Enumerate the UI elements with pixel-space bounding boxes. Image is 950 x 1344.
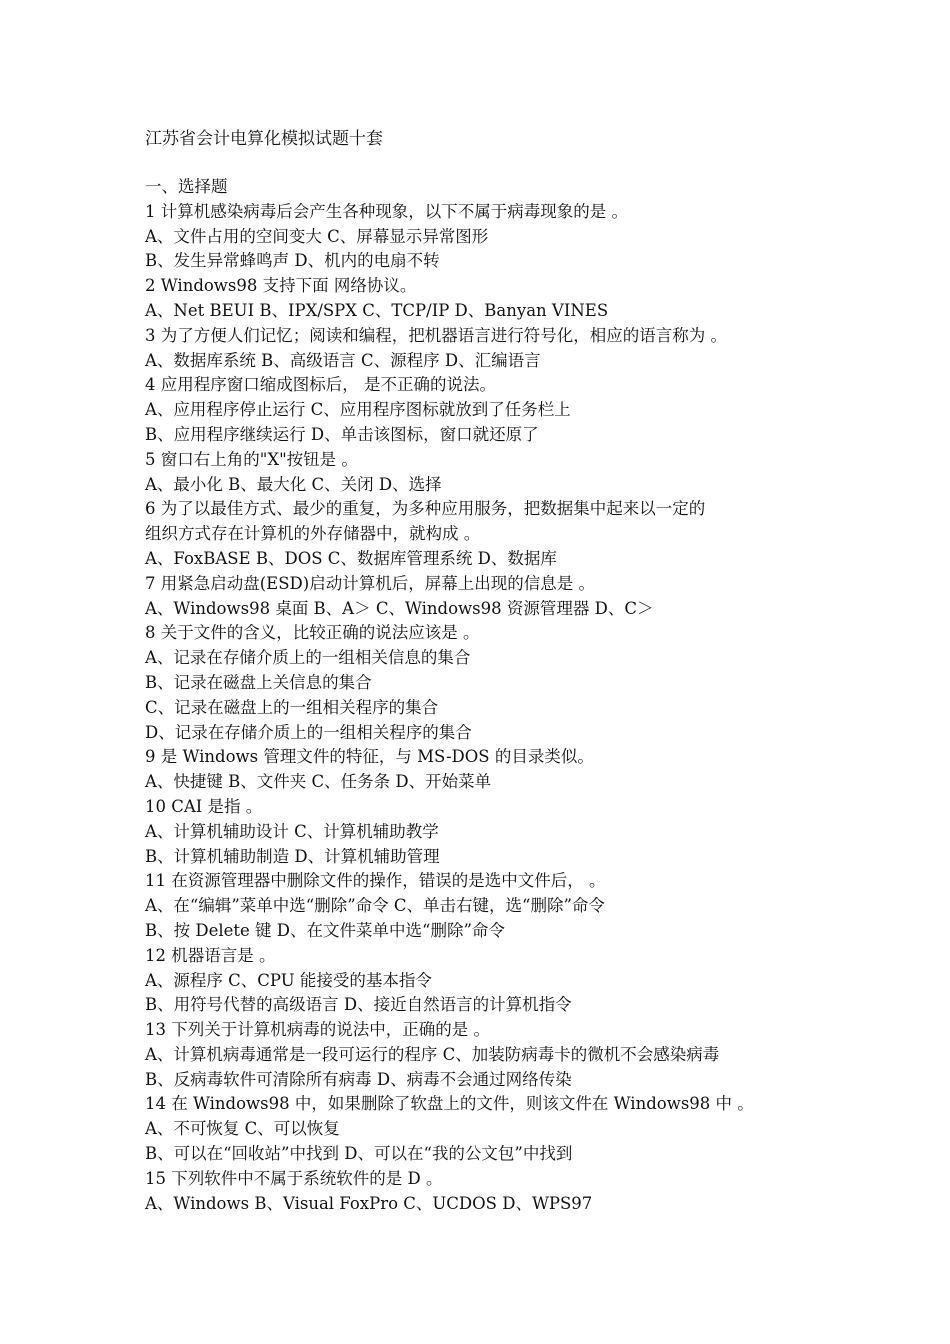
text-line: 7 用紧急启动盘(ESD)启动计算机后，屏幕上出现的信息是 。	[145, 573, 595, 593]
text-line: A、记录在存储介质上的一组相关信息的集合	[145, 648, 471, 668]
text-line: C、记录在磁盘上的一组相关程序的集合	[145, 697, 439, 717]
text-line: B、反病毒软件可清除所有病毒 D、病毒不会通过网络传染	[145, 1069, 572, 1089]
text-line: 12 机器语言是 。	[145, 945, 276, 965]
text-line: A、源程序 C、CPU 能接受的基本指令	[145, 970, 432, 990]
text-line: 9 是 Windows 管理文件的特征，与 MS-DOS 的目录类似。	[145, 747, 594, 767]
text-line: 2 Windows98 支持下面 网络协议。	[145, 276, 417, 296]
text-line: A、计算机辅助设计 C、计算机辅助教学	[145, 821, 439, 841]
text-line: D、记录在存储介质上的一组相关程序的集合	[145, 722, 472, 742]
text-line: 1 计算机感染病毒后会产生各种现象，以下不属于病毒现象的是 。	[145, 201, 628, 221]
text-line: 8 关于文件的含义，比较正确的说法应该是 。	[145, 623, 480, 643]
text-line: 5 窗口右上角的"X"按钮是 。	[145, 449, 358, 469]
text-line: A、不可恢复 C、可以恢复	[145, 1119, 340, 1139]
text-line: A、快捷键 B、文件夹 C、任务条 D、开始菜单	[145, 772, 492, 792]
text-line: A、数据库系统 B、高级语言 C、源程序 D、汇编语言	[145, 350, 541, 370]
text-line: 3 为了方便人们记忆；阅读和编程，把机器语言进行符号化，相应的语言称为 。	[145, 325, 727, 345]
text-line: B、应用程序继续运行 D、单击该图标，窗口就还原了	[145, 424, 539, 444]
text-line: A、文件占用的空间变大 C、屏幕显示异常图形	[145, 226, 489, 246]
document-body	[145, 175, 935, 1216]
text-line: A、应用程序停止运行 C、应用程序图标就放到了任务栏上	[145, 400, 571, 420]
text-line: 14 在 Windows98 中，如果删除了软盘上的文件，则该文件在 Windows98 中 。	[145, 1094, 754, 1114]
text-line: B、计算机辅助制造 D、计算机辅助管理	[145, 846, 440, 866]
text-line: A、Windows98 桌面 B、A＞ C、Windows98 资源管理器 D、C＞	[145, 598, 654, 618]
text-line: B、用符号代替的高级语言 D、接近自然语言的计算机指令	[145, 995, 572, 1015]
text-line: 10 CAI 是指 。	[145, 796, 263, 816]
text-line: A、在“编辑”菜单中选“删除”命令 C、单击右键，选“删除”命令	[145, 896, 605, 916]
text-line: 组织方式存在计算机的外存储器中，就构成 。	[145, 524, 481, 544]
text-line: A、最小化 B、最大化 C、关闭 D、选择	[145, 474, 442, 494]
text-line: 6 为了以最佳方式、最少的重复，为多种应用服务，把数据集中起来以一定的	[145, 499, 706, 519]
text-line: A、计算机病毒通常是一段可运行的程序 C、加装防病毒卡的微机不会感染病毒	[145, 1044, 720, 1064]
text-line: 15 下列软件中不属于系统软件的是 D 。	[145, 1168, 443, 1188]
text-line: A、Windows B、Visual FoxPro C、UCDOS D、WPS97	[145, 1193, 593, 1213]
text-line: B、可以在“回收站”中找到 D、可以在“我的公文包”中找到	[145, 1144, 573, 1164]
text-line: A、FoxBASE B、DOS C、数据库管理系统 D、数据库	[145, 548, 557, 568]
text-line: A、Net BEUI B、IPX/SPX C、TCP/IP D、Banyan VINES	[145, 300, 609, 320]
text-line: 4 应用程序窗口缩成图标后， 是不正确的说法。	[145, 375, 496, 395]
document-title: 江苏省会计电算化模拟试题十套	[145, 129, 383, 149]
text-line: 13 下列关于计算机病毒的说法中，正确的是 。	[145, 1020, 490, 1040]
section-heading: 一、选择题	[145, 177, 228, 196]
text-line: 11 在资源管理器中删除文件的操作，错误的是选中文件后， 。	[145, 871, 606, 891]
text-line: B、按 Delete 键 D、在文件菜单中选“删除”命令	[145, 920, 505, 940]
text-line: B、发生异常蜂鸣声 D、机内的电扇不转	[145, 251, 440, 271]
text-line: B、记录在磁盘上关信息的集合	[145, 672, 372, 692]
